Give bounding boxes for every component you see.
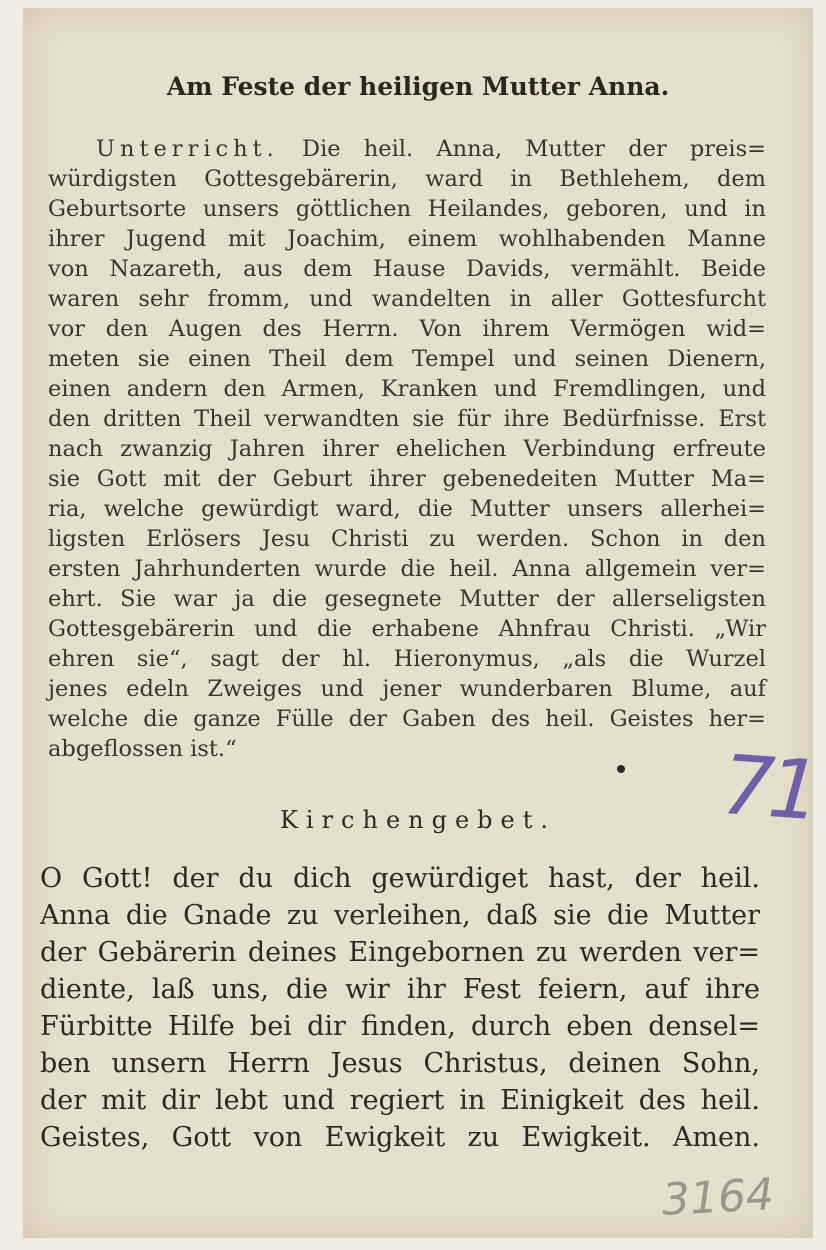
instruction-label: Unterricht. <box>96 136 279 162</box>
prayer-line: O Gott! der du dich gewürdiget hast, der heil. <box>40 863 760 894</box>
instruction-line: ria, welche gewürdigt ward, die Mutter unsers allerhei= <box>48 496 766 522</box>
ink-dot <box>617 765 625 773</box>
prayer-line: ben unsern Herrn Jesus Christus, deinen Sohn, <box>40 1048 760 1079</box>
prayer-line: der mit dir lebt und regiert in Einigkeit des heil. <box>40 1085 760 1116</box>
instruction-line: ihrer Jugend mit Joachim, einem wohlhabenden Manne <box>48 226 766 252</box>
instruction-line: ersten Jahrhunderten wurde die heil. Anna allgemein ver= <box>48 556 766 582</box>
prayer-line: Geistes, Gott von Ewigkeit zu Ewigkeit. Amen. <box>40 1122 760 1153</box>
instruction-line: Unterricht. Die heil. Anna, Mutter der preis= <box>96 136 767 162</box>
instruction-line: von Nazareth, aus dem Hause Davids, vermählt. Beide <box>48 256 766 282</box>
instruction-line: Gottesgebärerin und die erhabene Ahnfrau Christi. „Wir <box>48 616 766 642</box>
instruction-line: ligsten Erlösers Jesu Christi zu werden. Schon in den <box>48 526 766 552</box>
page-title: Am Feste der heiligen Mutter Anna. <box>166 72 670 101</box>
instruction-line: vor den Augen des Herrn. Von ihrem Vermögen wid= <box>48 316 766 342</box>
pencil-number: 3164 <box>660 1169 776 1226</box>
instruction-line: würdigsten Gottesgebärerin, ward in Bethlehem, dem <box>48 166 766 192</box>
prayer-line: Fürbitte Hilfe bei dir finden, durch eben densel= <box>40 1011 760 1042</box>
prayer-line: diente, laß uns, die wir ihr Fest feiern, auf ihre <box>40 974 760 1005</box>
handwritten-number: 71 <box>718 737 818 840</box>
prayer-line: der Gebärerin deines Eingebornen zu werden ver= <box>40 937 760 968</box>
instruction-line: meten sie einen Theil dem Tempel und seinen Dienern, <box>48 346 766 372</box>
instruction-line: nach zwanzig Jahren ihrer ehelichen Verbindung erfreute <box>48 436 766 462</box>
prayer-paragraph <box>40 860 760 1156</box>
prayer-heading: Kirchengebet. <box>279 806 557 834</box>
instruction-line: welche die ganze Fülle der Gaben des heil. Geistes her= <box>48 706 766 732</box>
instruction-line: jenes edeln Zweiges und jener wunderbaren Blume, auf <box>48 676 766 702</box>
instruction-line: waren sehr fromm, und wandelten in aller Gottesfurcht <box>48 286 766 312</box>
prayer-line: Anna die Gnade zu verleihen, daß sie die Mutter <box>40 900 760 931</box>
instruction-line: den dritten Theil verwandten sie für ihre Bedürfnisse. Erst <box>48 406 766 432</box>
instruction-line: einen andern den Armen, Kranken und Fremdlingen, und <box>48 376 766 402</box>
instruction-paragraph <box>48 134 766 764</box>
instruction-line: abgeflossen ist.“ <box>48 736 237 762</box>
instruction-line: ehrt. Sie war ja die gesegnete Mutter der allerseligsten <box>48 586 766 612</box>
instruction-line: ehren sie“, sagt der hl. Hieronymus, „als die Wurzel <box>48 646 766 672</box>
instruction-line: Geburtsorte unsers göttlichen Heilandes, geboren, und in <box>48 196 766 222</box>
instruction-line: sie Gott mit der Geburt ihrer gebenedeiten Mutter Ma= <box>48 466 766 492</box>
